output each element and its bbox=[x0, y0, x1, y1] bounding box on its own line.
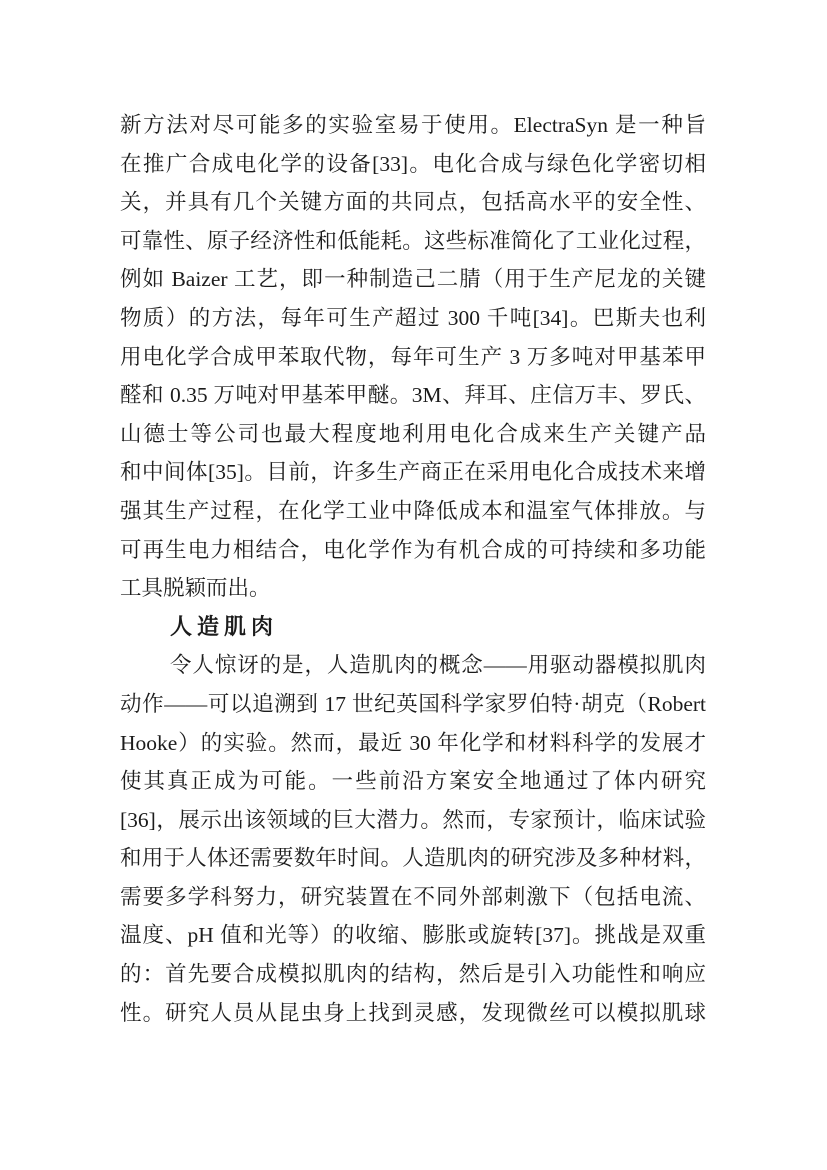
section-heading-artificial-muscle: 人造肌肉 bbox=[170, 613, 279, 639]
text-line: 性。研究人员从昆虫身上找到灵感，发现微丝可以模拟肌球 bbox=[120, 1000, 706, 1025]
text-line: 关，并具有几个关键方面的共同点，包括高水平的安全性、 bbox=[120, 190, 706, 215]
text-line: 物质）的方法，每年可生产超过 300 千吨[34]。巴斯夫也利 bbox=[120, 305, 706, 330]
text-line: 强其生产过程，在化学工业中降低成本和温室气体排放。与 bbox=[120, 498, 706, 523]
text-line: 动作——可以追溯到 17 世纪英国科学家罗伯特·胡克（Robert bbox=[120, 691, 706, 716]
text-line: 可再生电力相结合，电化学作为有机合成的可持续和多功能 bbox=[120, 537, 706, 562]
text-line: 使其真正成为可能。一些前沿方案安全地通过了体内研究 bbox=[120, 769, 706, 794]
text-line: 和中间体[35]。目前，许多生产商正在采用电化合成技术来增 bbox=[120, 460, 706, 485]
text-line: 山德士等公司也最大程度地利用电化合成来生产关键产品 bbox=[120, 421, 706, 446]
paragraph-electrochemistry bbox=[120, 106, 706, 608]
text-line: 的：首先要合成模拟肌肉的结构，然后是引入功能性和响应 bbox=[120, 962, 706, 987]
text-line: 醛和 0.35 万吨对甲基苯甲醚。3M、拜耳、庄信万丰、罗氏、 bbox=[120, 383, 706, 408]
text-line: 温度、pH 值和光等）的收缩、膨胀或旋转[37]。挑战是双重 bbox=[120, 923, 706, 948]
text-line: 和用于人体还需要数年时间。人造肌肉的研究涉及多种材料， bbox=[120, 846, 706, 871]
text-line: Hooke）的实验。然而，最近 30 年化学和材料科学的发展才 bbox=[120, 730, 706, 755]
text-block bbox=[120, 106, 706, 1032]
text-line: 工具脱颖而出。 bbox=[120, 576, 271, 601]
text-line: 例如 Baizer 工艺，即一种制造己二腈（用于生产尼龙的关键 bbox=[120, 267, 706, 292]
text-line: 在推广合成电化学的设备[33]。电化合成与绿色化学密切相 bbox=[120, 151, 706, 176]
paragraph-artificial-muscle bbox=[120, 646, 706, 1032]
text-line: 新方法对尽可能多的实验室易于使用。ElectraSyn 是一种旨 bbox=[120, 113, 706, 137]
text-line: 令人惊讶的是，人造肌肉的概念——用驱动器模拟肌肉 bbox=[170, 653, 706, 678]
text-line: 用电化学合成甲苯取代物，每年可生产 3 万多吨对甲基苯甲 bbox=[120, 344, 706, 369]
text-line: [36]，展示出该领域的巨大潜力。然而，专家预计，临床试验 bbox=[120, 807, 706, 832]
text-line: 可靠性、原子经济性和低能耗。这些标准简化了工业化过程， bbox=[120, 228, 706, 253]
text-line: 需要多学科努力，研究装置在不同外部刺激下（包括电流、 bbox=[120, 884, 706, 909]
